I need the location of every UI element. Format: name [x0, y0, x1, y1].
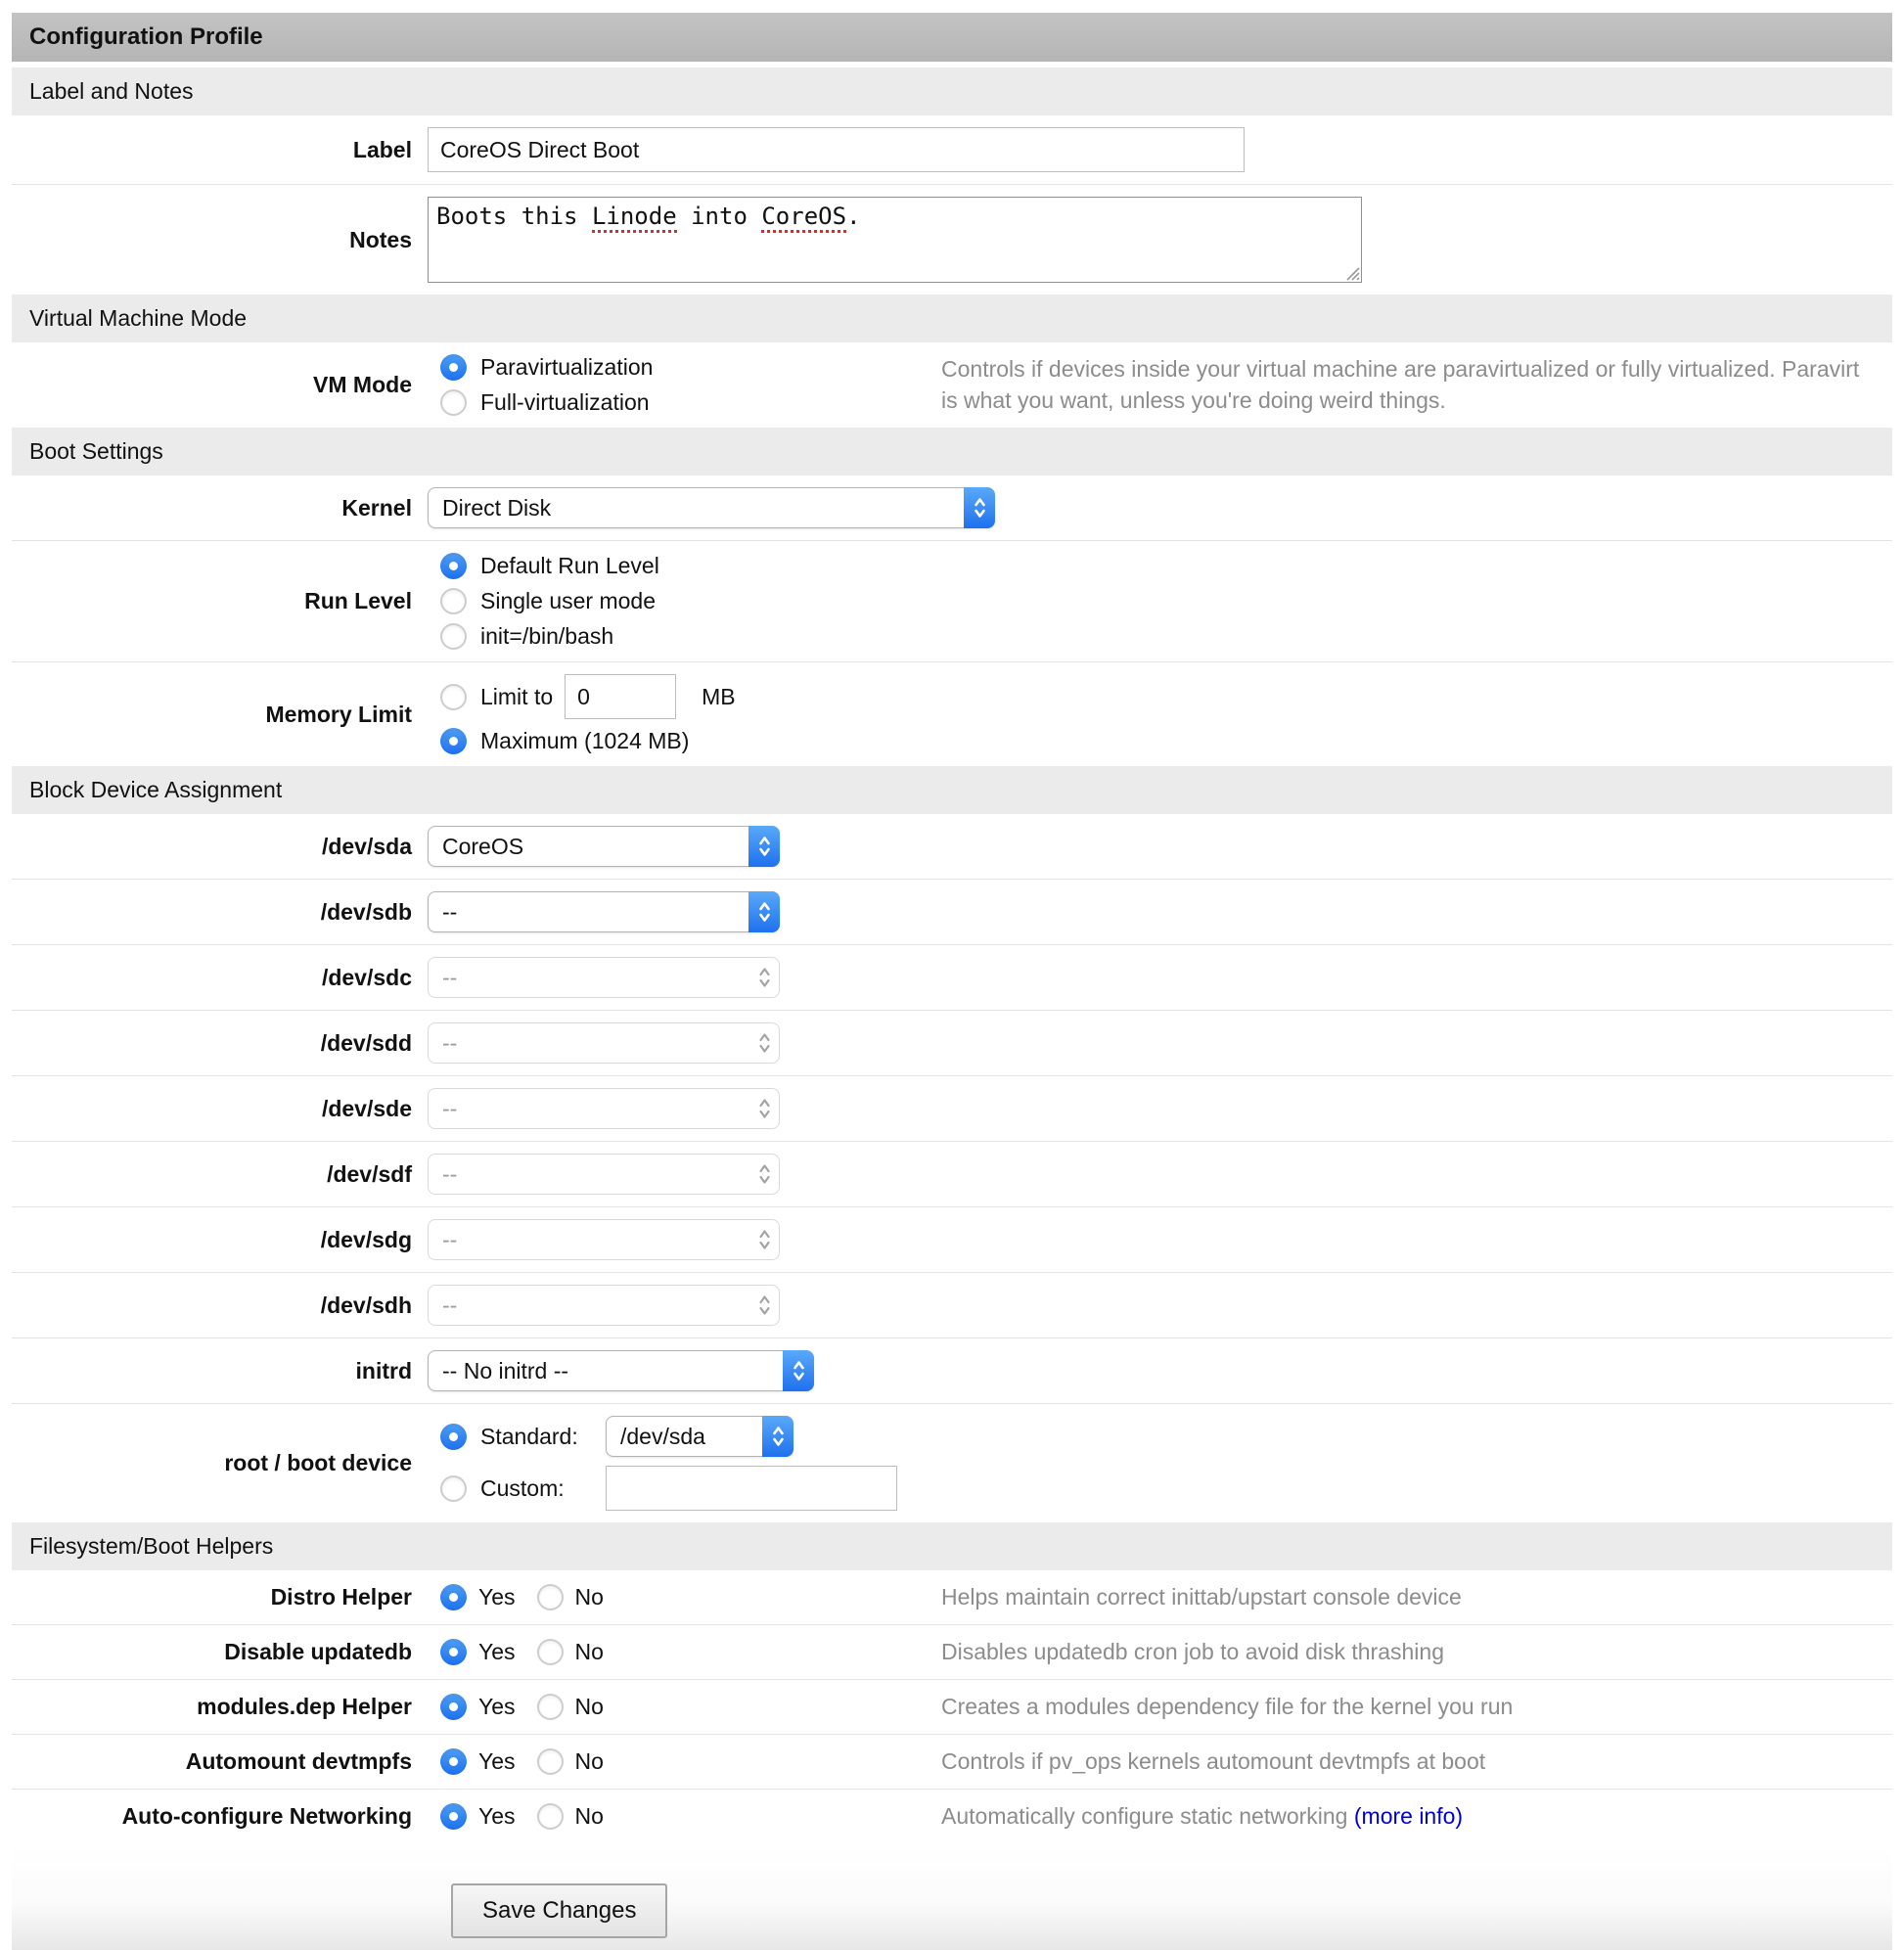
yes-label: Yes: [478, 1639, 516, 1665]
dev-sdg-label: /dev/sdg: [320, 1226, 412, 1252]
kernel-label: Kernel: [341, 494, 412, 521]
no-label: No: [574, 1694, 604, 1720]
block-device-assignment-body: [12, 814, 1892, 1522]
modules-dep-helper-help-text: Creates a modules dependency file for the kernel you run: [941, 1694, 1514, 1720]
distro-helper-yes-radio[interactable]: [440, 1584, 467, 1610]
more-info-link[interactable]: (more info): [1353, 1803, 1464, 1830]
standard-device-label: Standard:: [480, 1423, 578, 1449]
distro-helper-options: [428, 1584, 941, 1610]
full-virtualization-radio[interactable]: [440, 389, 467, 416]
block-device-row-sde: [12, 1075, 1892, 1141]
memory-limit-option-maximum: [428, 728, 941, 754]
dev-sda-label: /dev/sda: [321, 833, 412, 859]
disable-updatedb-row: [12, 1624, 1892, 1679]
virtual-machine-mode-body: [12, 342, 1892, 428]
block-device-row-sdb: [12, 879, 1892, 944]
section-heading-filesystem-boot-helpers: Filesystem/Boot Helpers: [12, 1522, 1892, 1570]
distro-helper-no-radio[interactable]: [537, 1584, 564, 1610]
memory-limit-options: [428, 674, 941, 754]
block-device-row-sda: [12, 814, 1892, 879]
custom-device-label: Custom:: [480, 1474, 565, 1501]
automount-devtmpfs-yes-radio[interactable]: [440, 1748, 467, 1775]
vm-mode-option-full-virtualization: [428, 389, 941, 416]
run-level-option-default: [428, 553, 941, 579]
auto-configure-networking-help-span: Automatically configure static networking: [941, 1803, 1354, 1830]
no-label: No: [574, 1584, 604, 1610]
dev-sdh-label: /dev/sdh: [320, 1292, 412, 1318]
notes-text-segment: Boots this: [436, 203, 592, 230]
dev-sde-select-value: --: [442, 1095, 458, 1121]
automount-devtmpfs-help-text: Controls if pv_ops kernels automount devtmpfs at boot: [941, 1748, 1486, 1775]
select-arrows-icon: [783, 1350, 814, 1391]
init-bin-bash-radio[interactable]: [440, 623, 467, 650]
auto-configure-networking-help-text: [941, 1801, 1892, 1832]
memory-limit-label: Memory Limit: [265, 701, 412, 727]
initrd-select[interactable]: [428, 1350, 814, 1391]
block-device-row-sdd: [12, 1010, 1892, 1075]
select-arrows-icon: [748, 957, 780, 998]
custom-device-input[interactable]: [606, 1466, 897, 1511]
label-and-notes-body: [12, 115, 1892, 295]
auto-configure-networking-label: Auto-configure Networking: [121, 1803, 412, 1830]
vm-mode-options: [428, 354, 941, 416]
dev-sdf-select: [428, 1154, 780, 1195]
footer: [12, 1844, 1892, 1950]
run-level-option-single-user: [428, 588, 941, 614]
select-arrows-icon: [748, 1219, 780, 1260]
run-level-label: Run Level: [304, 588, 412, 613]
disable-updatedb-yes-radio[interactable]: [440, 1639, 467, 1665]
maximum-memory-radio[interactable]: [440, 728, 467, 754]
section-heading-boot-settings: Boot Settings: [12, 428, 1892, 476]
dev-sdh-select-value: --: [442, 1292, 458, 1318]
notes-text: [436, 203, 1353, 230]
label-input[interactable]: [428, 127, 1245, 172]
custom-device-radio[interactable]: [440, 1475, 467, 1502]
block-device-row-sdf: [12, 1141, 1892, 1206]
filesystem-boot-helpers-body: [12, 1570, 1892, 1843]
single-user-mode-radio[interactable]: [440, 588, 467, 614]
dev-sda-select-value: CoreOS: [442, 833, 524, 859]
kernel-row: [12, 476, 1892, 540]
root-boot-device-row: [12, 1403, 1892, 1522]
disable-updatedb-options: [428, 1639, 941, 1665]
vm-mode-help-text: Controls if devices inside your virtual machine are paravirtualized or fully virtualized. Paravirt is what you want, unless you're doing weird things.: [941, 356, 1860, 413]
resize-handle-icon[interactable]: [1345, 266, 1360, 281]
dev-sdf-label: /dev/sdf: [327, 1160, 412, 1187]
modules-dep-helper-label: modules.dep Helper: [197, 1694, 412, 1720]
dev-sdg-select-value: --: [442, 1226, 458, 1252]
initrd-row: [12, 1338, 1892, 1403]
disable-updatedb-no-radio[interactable]: [537, 1639, 564, 1665]
notes-textarea[interactable]: [428, 197, 1362, 283]
automount-devtmpfs-label: Automount devtmpfs: [185, 1748, 412, 1775]
automount-devtmpfs-options: [428, 1748, 941, 1775]
select-arrows-icon: [748, 1285, 780, 1326]
select-arrows-icon: [748, 891, 780, 932]
distro-helper-row: [12, 1570, 1892, 1624]
boot-settings-body: [12, 476, 1892, 766]
select-arrows-icon: [748, 1022, 780, 1064]
automount-devtmpfs-no-radio[interactable]: [537, 1748, 564, 1775]
select-arrows-icon: [748, 826, 780, 867]
standard-device-radio[interactable]: [440, 1424, 467, 1450]
paravirtualization-label: Paravirtualization: [480, 354, 654, 380]
dev-sdh-select: [428, 1285, 780, 1326]
modules-dep-helper-no-radio[interactable]: [537, 1694, 564, 1720]
dev-sdd-select-value: --: [442, 1029, 458, 1056]
dev-sda-select[interactable]: [428, 826, 780, 867]
default-run-level-label: Default Run Level: [480, 553, 659, 578]
modules-dep-helper-options: [428, 1694, 941, 1720]
dev-sdd-select: [428, 1022, 780, 1064]
dev-sdc-label: /dev/sdc: [321, 964, 412, 990]
disable-updatedb-label: Disable updatedb: [224, 1639, 412, 1665]
vm-mode-row: [12, 342, 1892, 428]
distro-helper-help-text: Helps maintain correct inittab/upstart console device: [941, 1584, 1462, 1610]
notes-row: [12, 184, 1892, 295]
dev-sdg-select: [428, 1219, 780, 1260]
notes-text-segment: into: [676, 203, 762, 230]
block-device-row-sdg: [12, 1206, 1892, 1272]
paravirtualization-radio[interactable]: [440, 354, 467, 381]
maximum-memory-label: Maximum (1024 MB): [480, 728, 690, 753]
yes-label: Yes: [478, 1694, 516, 1720]
block-device-row-sdc: [12, 944, 1892, 1010]
notes-text-segment: .: [846, 203, 861, 230]
auto-configure-networking-options: [428, 1803, 941, 1830]
initrd-label: initrd: [355, 1357, 412, 1383]
modules-dep-helper-yes-radio[interactable]: [440, 1694, 467, 1720]
kernel-select[interactable]: [428, 487, 995, 528]
misspelled-word-coreos: CoreOS: [761, 203, 846, 233]
section-heading-label-and-notes: Label and Notes: [12, 68, 1892, 115]
yes-label: Yes: [478, 1584, 516, 1610]
root-boot-device-label: root / boot device: [224, 1450, 412, 1475]
disable-updatedb-help-text: Disables updatedb cron job to avoid disk thrashing: [941, 1639, 1444, 1665]
save-changes-button[interactable]: Save Changes: [451, 1883, 667, 1938]
section-heading-virtual-machine-mode: Virtual Machine Mode: [12, 295, 1892, 342]
auto-configure-networking-row: [12, 1789, 1892, 1843]
dev-sde-label: /dev/sde: [321, 1095, 412, 1121]
no-label: No: [574, 1803, 604, 1830]
root-boot-option-standard: [428, 1416, 941, 1457]
notes-field-label: Notes: [349, 226, 412, 252]
select-arrows-icon: [748, 1088, 780, 1129]
page-title: Configuration Profile: [12, 13, 1892, 62]
full-virtualization-label: Full-virtualization: [480, 389, 650, 415]
dev-sdc-select: [428, 957, 780, 998]
standard-device-select-value: /dev/sda: [620, 1423, 705, 1449]
dev-sdb-select[interactable]: [428, 891, 780, 932]
dev-sdb-label: /dev/sdb: [320, 898, 412, 925]
misspelled-word-linode: Linode: [592, 203, 677, 233]
memory-limit-option-limit: [428, 674, 941, 719]
label-field-label: Label: [352, 136, 412, 162]
modules-dep-helper-row: [12, 1679, 1892, 1734]
automount-devtmpfs-row: [12, 1734, 1892, 1789]
init-bin-bash-label: init=/bin/bash: [480, 623, 614, 649]
yes-label: Yes: [478, 1748, 516, 1775]
run-level-option-init-bash: [428, 623, 941, 650]
section-heading-block-device-assignment: Block Device Assignment: [12, 766, 1892, 814]
vm-mode-label: VM Mode: [313, 372, 412, 397]
initrd-select-value: -- No initrd --: [442, 1357, 569, 1383]
run-level-row: [12, 540, 1892, 661]
limit-to-label: Limit to: [480, 683, 554, 709]
kernel-select-value: Direct Disk: [442, 494, 552, 521]
no-label: No: [574, 1639, 604, 1665]
single-user-mode-label: Single user mode: [480, 588, 656, 613]
standard-device-select[interactable]: [606, 1416, 793, 1457]
memory-unit-label: MB: [702, 683, 736, 709]
select-arrows-icon: [964, 487, 995, 528]
root-boot-option-custom: [428, 1466, 941, 1511]
dev-sde-select: [428, 1088, 780, 1129]
root-boot-device-options: [428, 1416, 941, 1511]
yes-label: Yes: [478, 1803, 516, 1830]
select-arrows-icon: [748, 1154, 780, 1195]
default-run-level-radio[interactable]: [440, 553, 467, 579]
memory-limit-row: [12, 661, 1892, 766]
distro-helper-label: Distro Helper: [270, 1584, 412, 1610]
auto-configure-networking-yes-radio[interactable]: [440, 1803, 467, 1830]
run-level-options: [428, 553, 941, 650]
block-device-row-sdh: [12, 1272, 1892, 1338]
vm-mode-option-paravirtualization: [428, 354, 941, 381]
limit-to-radio[interactable]: [440, 684, 467, 710]
auto-configure-networking-no-radio[interactable]: [537, 1803, 564, 1830]
memory-limit-input[interactable]: [565, 674, 676, 719]
dev-sdb-select-value: --: [442, 898, 458, 925]
dev-sdf-select-value: --: [442, 1160, 458, 1187]
select-arrows-icon: [762, 1416, 793, 1457]
dev-sdc-select-value: --: [442, 964, 458, 990]
label-row: [12, 115, 1892, 184]
dev-sdd-label: /dev/sdd: [320, 1029, 412, 1056]
no-label: No: [574, 1748, 604, 1775]
